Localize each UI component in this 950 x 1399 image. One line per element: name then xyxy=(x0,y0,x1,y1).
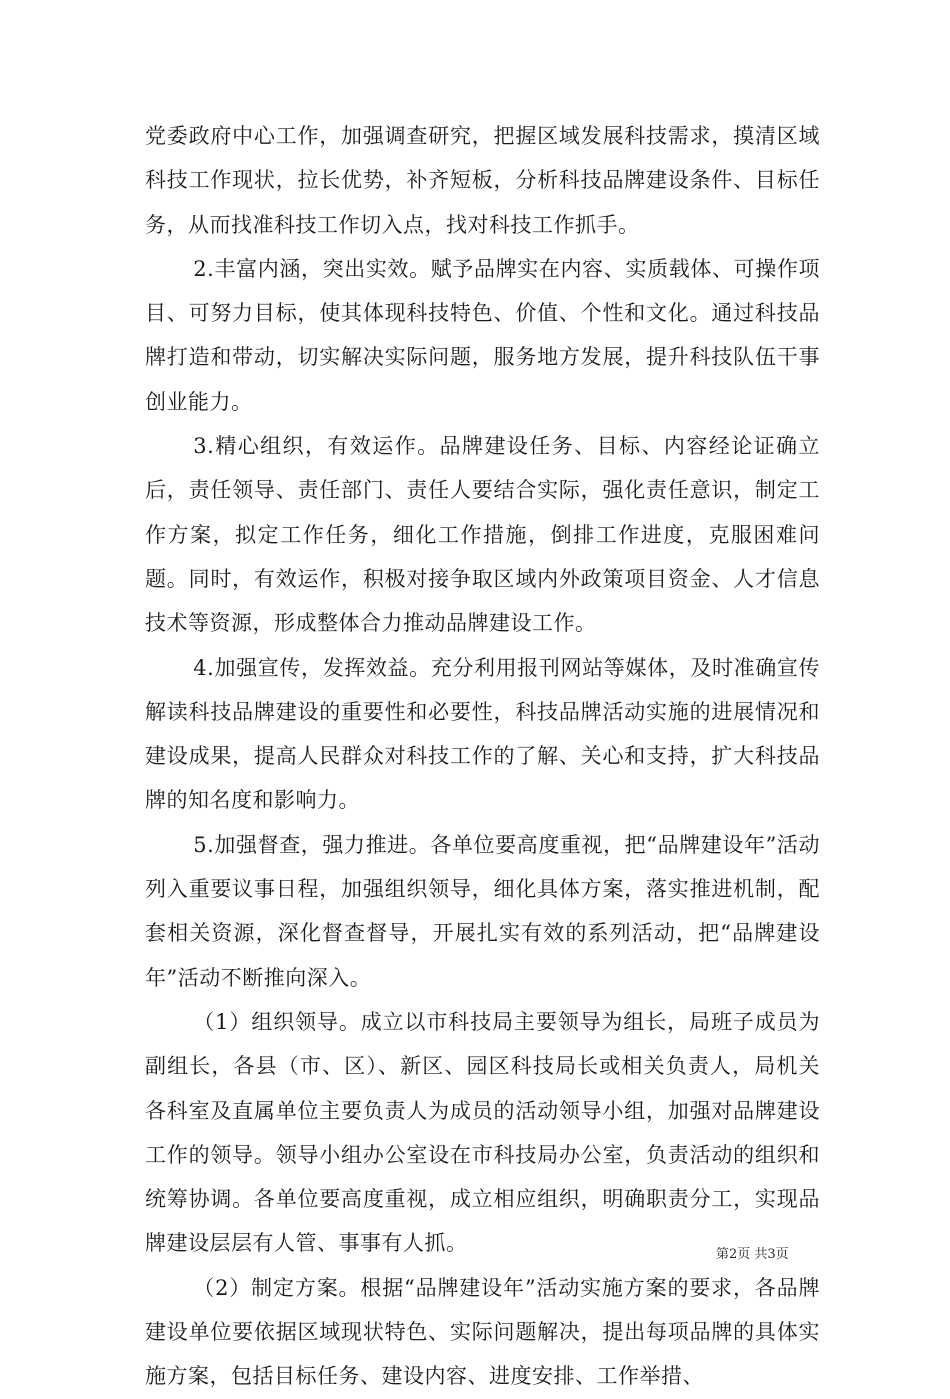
paragraph-subitem-1: （1）组织领导。成立以市科技局主要领导为组长，局班子成员为副组长，各县（市、区）、新区、园区科技局长或相关负责人，局机关各科室及直属单位主要负责人为成员的活动领导小组，加强对品牌建设工作的领导。领导小组办公室设在市科技局办公室，负责活动的组织和统筹协调。各单位要高度重视，成立相应组织，明确职责分工，实现品牌建设层层有人管、事事有人抓。 xyxy=(145,1009,820,1256)
paragraph-item-4: 4.加强宣传，发挥效益。充分利用报刊网站等媒体，及时准确宣传解读科技品牌建设的重要性和必要性，科技品牌活动实施的进展情况和建设成果，提高人民群众对科技工作的了解、关心和支持，扩大科技品牌的知名度和影响力。 xyxy=(145,655,820,813)
paragraph-subitem-2: （2）制定方案。根据“品牌建设年”活动实施方案的要求，各品牌建设单位要依据区域现状特色、实际问题解决，提出每项品牌的具体实施方案，包括目标任务、建设内容、进度安排、工作举措、 xyxy=(145,1275,820,1389)
paragraph-item-3: 3.精心组织，有效运作。品牌建设任务、目标、内容经论证确立后，责任领导、责任部门、责任人要结合实际，强化责任意识，制定工作方案，拟定工作任务，细化工作措施，倒排工作进度，克服困难问题。同时，有效运作，积极对接争取区域内外政策项目资金、人才信息技术等资源，形成整体合力推动品牌建设工作。 xyxy=(145,434,820,636)
paragraph-continuation: 党委政府中心工作，加强调查研究，把握区域发展科技需求，摸清区域科技工作现状，拉长优势，补齐短板，分析科技品牌建设条件、目标任务，从而找准科技工作切入点，找对科技工作抓手。 xyxy=(145,124,820,237)
paragraph-item-2: 2.丰富内涵，突出实效。赋予品牌实在内容、实质载体、可操作项目、可努力目标，使其体现科技特色、价值、个性和文化。通过科技品牌打造和带动，切实解决实际问题，服务地方发展，提升科技队伍干事创业能力。 xyxy=(145,256,820,414)
paragraph-item-5: 5.加强督查，强力推进。各单位要高度重视，把“品牌建设年”活动列入重要议事日程，加强组织领导，细化具体方案，落实推进机制，配套相关资源，深化督查督导，开展扎实有效的系列活动，把“品牌建设年”活动不断推向深入。 xyxy=(145,832,820,990)
page-number-footer: 第2页 共3页 xyxy=(716,1247,789,1262)
document-body xyxy=(145,114,820,1399)
